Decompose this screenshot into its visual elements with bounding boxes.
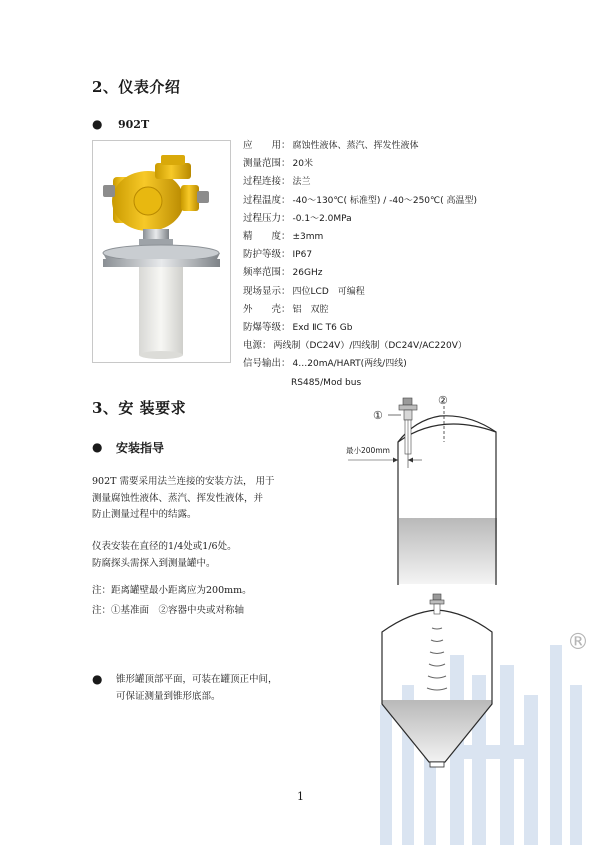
install-bullet: ● [92, 440, 103, 454]
text-line: 防腐探头需探入到测量罐中。 [92, 557, 216, 569]
spec-label: 防爆等级： [243, 322, 291, 334]
spec-row-power [243, 337, 477, 355]
spec-value: 法兰 [292, 177, 311, 188]
install-paragraph-2 [92, 539, 237, 572]
spec-row-temperature [243, 192, 477, 210]
cone-paragraph [116, 672, 278, 705]
spec-row-connection [243, 173, 477, 191]
model-name: 902T [118, 118, 150, 131]
spec-label: 频率范围： [243, 267, 291, 279]
spec-label: 信号输出： [243, 358, 291, 370]
spec-row-accuracy [243, 228, 477, 246]
spec-label: 外 壳： [243, 303, 291, 315]
radar-level-meter-image [93, 141, 230, 362]
spec-label: 过程温度： [243, 194, 291, 206]
spec-value: -0.1～2.0MPa [292, 213, 352, 224]
cone-bullet: ● [92, 672, 103, 686]
spec-row-display [243, 283, 477, 301]
note-min-distance: 注：距离罐壁最小距离应为200mm。 [92, 585, 252, 596]
min-distance-label: 最小200mm [346, 446, 390, 455]
spec-label: 精 度： [243, 231, 291, 243]
install-paragraph-1 [92, 474, 275, 524]
spec-row-frequency [243, 264, 477, 282]
spec-label: 防护等级： [243, 249, 291, 261]
model-bullet: ● [92, 117, 103, 131]
text-line: 测量腐蚀性液体、蒸汽、挥发性液体，并 [92, 492, 264, 504]
marker-2-label: ② [438, 394, 448, 407]
spec-label: 应 用： [243, 140, 291, 151]
spec-value: 26GHz [292, 268, 323, 279]
spec-value: 四位LCD 可编程 [292, 286, 365, 297]
spec-value: Exd ⅡC T6 Gb [292, 323, 353, 334]
note-reference: 注：①基准面 ②容器中央或对称轴 [92, 605, 245, 616]
spec-row-application [243, 137, 477, 155]
install-heading: 安装指导 [116, 441, 165, 455]
section-2-title: 2、仪表介绍 [92, 78, 181, 96]
spec-row-signal [243, 355, 477, 373]
spec-value: ±3mm [292, 232, 324, 243]
registered-mark: ® [567, 630, 589, 655]
spec-row-range [243, 155, 477, 173]
flat-tank-diagram [340, 390, 515, 590]
spec-value: 腐蚀性液体、蒸汽、挥发性液体 [292, 141, 419, 151]
spec-row-explosion [243, 319, 477, 337]
marker-1-label: ① [373, 409, 383, 422]
spec-label: 电源： [243, 340, 272, 352]
text-line: 可保证测量到锥形底部。 [116, 690, 221, 702]
spec-label: 过程连接： [243, 176, 291, 188]
page-number: 1 [297, 790, 304, 803]
spec-value: 铝 双腔 [292, 304, 329, 315]
text-line: 防止测量过程中的结露。 [92, 509, 197, 520]
text-line: 仪表安装在直径的1/4处或1/6处。 [92, 541, 237, 552]
text-line: 锥形罐顶部平面，可装在罐顶正中间， [116, 674, 278, 685]
spec-label: 测量范围： [243, 158, 291, 170]
section-3-title: 3、安 装要求 [92, 399, 187, 417]
spec-label: 过程压力： [243, 212, 291, 224]
spec-row-housing [243, 301, 477, 319]
spec-row-protection [243, 246, 477, 264]
spec-value: RS485/Mod bus [291, 377, 362, 388]
spec-row-pressure [243, 210, 477, 228]
spec-value: 4…20mA/HART(两线/四线) [292, 359, 407, 370]
spec-list [243, 137, 477, 392]
cone-tank-diagram [370, 592, 505, 772]
spec-value: 20米 [292, 159, 313, 170]
spec-value: 两线制（DC24V）/四线制（DC24V/AC220V） [273, 341, 467, 352]
text-line: 902T 需要采用法兰连接的安装方法， 用于 [92, 476, 275, 487]
spec-label: 现场显示： [243, 285, 291, 297]
spec-value: IP67 [292, 250, 313, 261]
product-photo [92, 140, 231, 363]
spec-value: -40～130℃( 标准型) / -40～250℃( 高温型) [292, 195, 478, 206]
